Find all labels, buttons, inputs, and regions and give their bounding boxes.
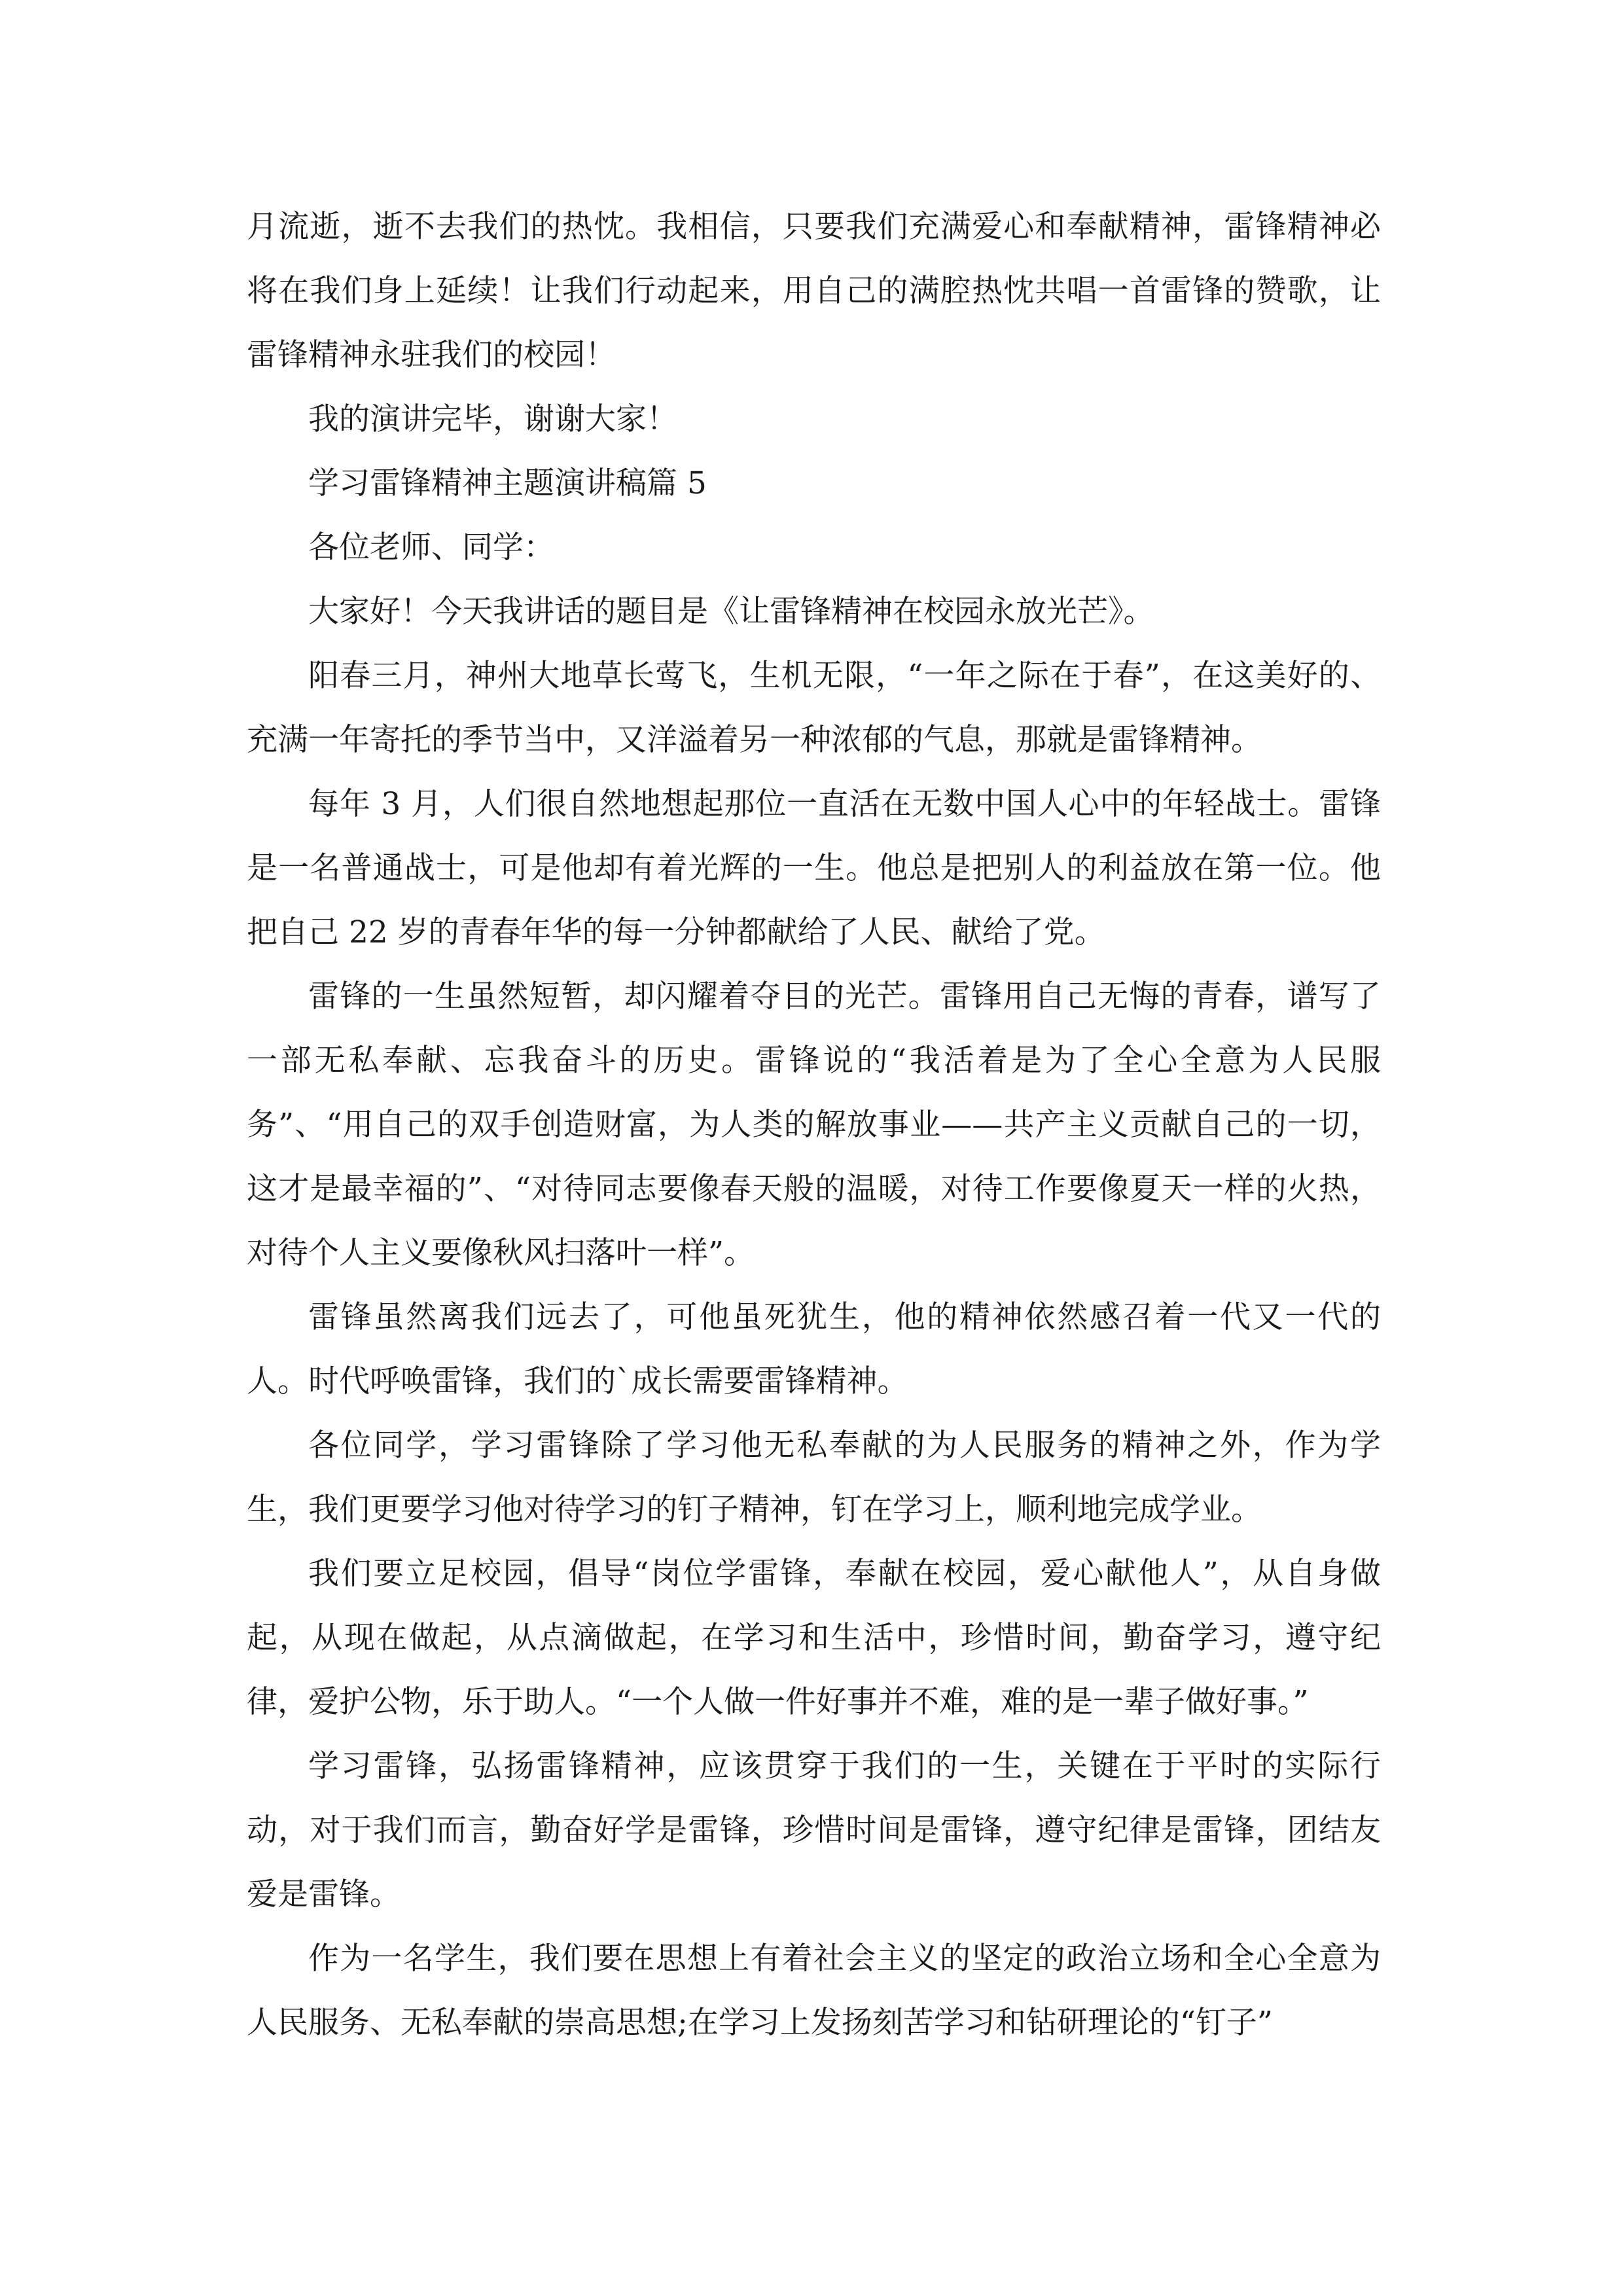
paragraph: 每年 3 月，人们很自然地想起那位一直活在无数中国人心中的年轻战士。雷锋是一名普通战士，可是他却有着光辉的一生。他总是把别人的利益放在第一位。他把自己 22 岁的青春年华的每一分钟都献给了人民、献给了党。	[247, 786, 1381, 950]
paragraph: 雷锋的一生虽然短暂，却闪耀着夺目的光芒。雷锋用自己无悔的青春，谱写了一部无私奉献、忘我奋斗的历史。雷锋说的“我活着是为了全心全意为人民服务”、“用自己的双手创造财富，为人类的解放事业——共产主义贡献自己的一切，这才是最幸福的”、“对待同志要像春天般的温暖，对待工作要像夏天一样的火热，对待个人主义要像秋风扫落叶一样”。	[247, 978, 1381, 1271]
salutation: 各位老师、同学：	[308, 529, 554, 565]
paragraph: 各位同学，学习雷锋除了学习他无私奉献的为人民服务的精神之外，作为学生，我们更要学习他对待学习的钉子精神，钉在学习上，顺利地完成学业。	[247, 1427, 1381, 1528]
paragraph: 学习雷锋，弘扬雷锋精神，应该贯穿于我们的一生，关键在于平时的实际行动，对于我们而言，勤奋好学是雷锋，珍惜时间是雷锋，遵守纪律是雷锋，团结友爱是雷锋。	[247, 1748, 1381, 1912]
paragraph-greeting: 大家好！今天我讲话的题目是《让雷锋精神在校园永放光芒》。	[308, 594, 1154, 630]
paragraph: 阳春三月，神州大地草长莺飞，生机无限，“一年之际在于春”，在这美好的、充满一年寄托的季节当中，又洋溢着另一种浓郁的气息，那就是雷锋精神。	[247, 658, 1381, 758]
paragraph: 作为一名学生，我们要在思想上有着社会主义的坚定的政治立场和全心全意为人民服务、无私奉献的崇高思想;在学习上发扬刻苦学习和钻研理论的“钉子”	[247, 1941, 1381, 2041]
paragraph-continuation: 月流逝，逝不去我们的热忱。我相信，只要我们充满爱心和奉献精神，雷锋精神必将在我们身上延续！让我们行动起来，用自己的满腔热忱共唱一首雷锋的赞歌，让雷锋精神永驻我们的校园！	[247, 209, 1381, 373]
paragraph: 我们要立足校园，倡导“岗位学雷锋，奉献在校园，爱心献他人”，从自身做起，从现在做起，从点滴做起，在学习和生活中，珍惜时间，勤奋学习，遵守纪律，爱护公物，乐于助人。“一个人做一件好事并不难，难的是一辈子做好事。”	[247, 1556, 1381, 1720]
document-body	[247, 195, 1381, 2055]
paragraph: 雷锋虽然离我们远去了，可他虽死犹生，他的精神依然感召着一代又一代的人。时代呼唤雷锋，我们的`成长需要雷锋精神。	[247, 1299, 1381, 1399]
section-heading: 学习雷锋精神主题演讲稿篇 5	[308, 465, 707, 501]
paragraph-closing: 我的演讲完毕，谢谢大家！	[308, 401, 677, 437]
